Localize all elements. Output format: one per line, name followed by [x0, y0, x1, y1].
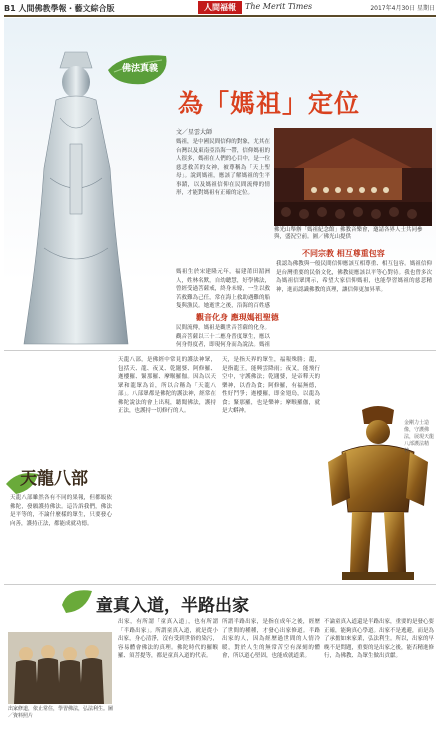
- child-body-right: 不論童真入道還是半路出家，重要的是發心要正確，能夠真心學道。出家不是逃避，而是為了承擔如來家業，弘法利生。所以，出家的早晚不是問題，重要的是出家之後，能否精進修行，為佛教、為眾生做出貢獻。: [324, 619, 434, 659]
- masthead: The Merit Times: [245, 2, 313, 11]
- feature-title: 為「媽祖」定位: [178, 89, 361, 118]
- tianlong-body-text-3: 天龍八部雖然各有不同的果報，但都皈依佛陀，發願護持佛法。這告訴我們，佛法是平等的，不論什麼樣的眾生，只要發心向善，護持正法，都能成就功德。: [10, 495, 112, 527]
- header-rule: [4, 15, 436, 17]
- child-title: 童真入道，半路出家: [96, 596, 249, 616]
- leaf-decoration-icon-2: [58, 585, 98, 615]
- child-body-left: 出家，有所謂「童真入道」，也有所謂「半路出家」。所謂童真入道，就是從小出家，身心清淨，沒有受到世俗的染污，容易體會佛法的真理。佛陀時代的羅睺羅、須菩提等，都是童真入道的代表。: [118, 619, 218, 659]
- tianlong-body-text-1: 天龍八部，是佛經中常見的護法神眾，包括天、龍、夜叉、乾闥婆、阿修羅、迦樓羅、緊那羅、摩睺羅伽。因為以天眾和龍眾為首，所以合稱為「天龍八部」。八部眾都是佛陀的護法神，經常在佛陀說法的會上出現，聽聞佛法，護持正法，也護持一切修行的人。: [118, 357, 216, 414]
- tianlong-title: 天龍八部: [20, 469, 88, 489]
- concert-photo: [274, 128, 432, 226]
- issue-date: 2017年4月30日 星期日: [370, 5, 435, 12]
- feature-subhead-guanyin: 觀音化身 應現媽祖聖德: [196, 313, 279, 322]
- feature-body-text-2: 民間流傳，媽祖是觀世音菩薩的化身。觀音菩薩以三十二應身普度眾生，應以何身得度者，即現何身而為說法。媽祖: [176, 325, 270, 348]
- mazu-statue-image: [10, 48, 142, 348]
- guardian-caption: 金剛力士造像，守護佛法，展現天龍八部護法精神。: [404, 420, 435, 454]
- feature-body-text: 媽祖生於宋建隆元年，福建莆田湄洲人，姓林名默，自幼聰慧，好學佛法，曾經受過菩薩戒，終身未嫁，一生以救苦救難為己任，常在海上救助遇難的船隻與漁民。她逝世之後，沿海的百姓感: [176, 269, 270, 308]
- monks-photo: [8, 632, 112, 704]
- feature-subhead-religion: 不同宗教 相互尊重包容: [302, 249, 385, 258]
- feature-body-right: 我認為佛教與一般民間信仰應該互相尊重、相互包容。媽祖信仰是台灣重要的民俗文化，佛教徒應該以平等心對待。我也曾多次為媽祖信眾開示，希望大家信仰媽祖，也能學習媽祖的慈悲精神，進而認識佛教的真理，讓信仰更加昇華。: [276, 261, 432, 293]
- feature-author: 文／星雲大師: [176, 129, 213, 136]
- tianlong-body-text-2: 天，是指天界的眾生，福報殊勝；龍，是指龍王，能興雲降雨；夜叉，能飛行空中，守護佛法；乾闥婆，是帝釋天的樂神，以香為食；阿修羅，有福無德，性好鬥爭；迦樓羅，即金翅鳥，以龍為食；緊那羅，也是樂神；摩睺羅伽，就是大蟒神。: [222, 357, 320, 414]
- monks-photo-caption: 出家修道，依止常住，學習佛法，弘法利生。圖／資料照片: [8, 706, 114, 719]
- column-badge: 佛法真義: [121, 64, 158, 74]
- child-body-mid: 所謂半路出家，是指在成年之後，經歷了世間的種種，才發心出家修道。半路出家的人，因為經歷過世間的人情冷暖，對於人生的無常苦空有深刻的體會，所以道心堅固，也能成就道業。: [222, 619, 320, 659]
- section-label: B1 人間佛教學報・藝文綜合版: [4, 4, 115, 13]
- section-divider: [4, 350, 436, 351]
- feature-intro-text: 媽祖，是中國民間信仰的對象，尤其在台灣以及東南亞沿海一帶，信仰媽祖的人很多，媽祖在人們的心目中，是一位慈悲救苦的女神，被尊稱為「天上聖母」。說到媽祖，應該了解媽祖的生平事蹟，以及媽祖信仰在民間流傳的情形，才能對媽祖有正確的定位。: [176, 139, 270, 196]
- newspaper-logo: 人間福報: [198, 1, 242, 14]
- concert-photo-caption: 佛光山舉辦「媽祖紀念館」佛教音樂會，邀請各界人士共同參與，盛況空前。圖／佛光山提供: [274, 227, 423, 240]
